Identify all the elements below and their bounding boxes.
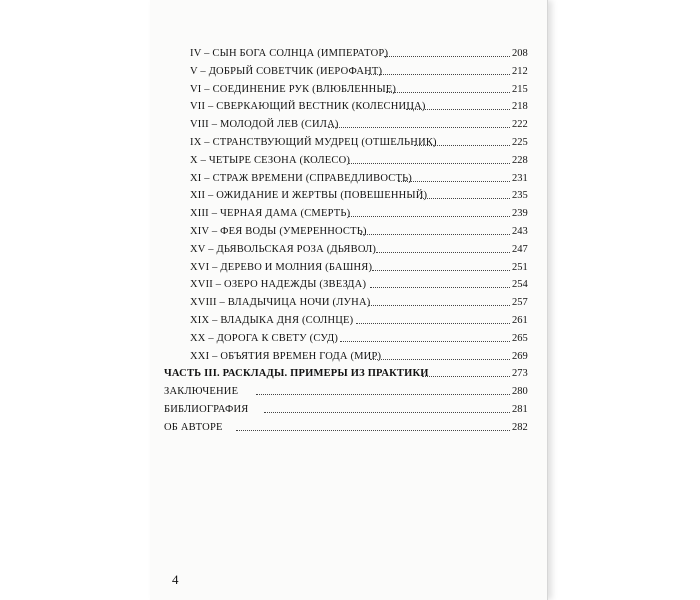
- toc-entry-xvi: [164, 259, 538, 277]
- toc-entry-label: XXI – ОБЪЯТИЯ ВРЕМЕН ГОДА (МИР): [190, 350, 382, 362]
- toc-leader-dots: [356, 323, 510, 324]
- toc-entry-page: 239: [512, 208, 528, 220]
- toc-leader-dots: [360, 234, 510, 235]
- toc-entry-page: 247: [512, 243, 528, 255]
- toc-entry-label: VII – СВЕРКАЮЩИЙ ВЕСТНИК (КОЛЕСНИЦА): [190, 101, 426, 113]
- toc-leader-dots: [256, 394, 510, 395]
- toc-entry-page: 215: [512, 83, 528, 95]
- toc-entry-page: 225: [512, 136, 528, 148]
- toc-leader-dots: [422, 376, 510, 377]
- toc-entry-page: 235: [512, 190, 528, 202]
- toc-entry-x: [164, 152, 538, 170]
- toc-entry-label: XIV – ФЕЯ ВОДЫ (УМЕРЕННОСТЬ): [190, 225, 367, 237]
- toc-leader-dots: [406, 109, 510, 110]
- toc-leader-dots: [386, 92, 510, 93]
- toc-entry-page: 208: [512, 48, 528, 59]
- toc-entry-label: XVII – ОЗЕРО НАДЕЖДЫ (ЗВЕЗДА): [190, 279, 367, 291]
- toc-entry-page: 273: [512, 368, 528, 380]
- toc-leader-dots: [340, 341, 510, 342]
- toc-leader-dots: [370, 287, 510, 288]
- toc-entry-label: V – ДОБРЫЙ СОВЕТЧИК (ИЕРОФАНТ): [190, 65, 383, 77]
- toc-entry-xx: [164, 330, 538, 348]
- toc-leader-dots: [414, 145, 510, 146]
- toc-entry-xiv: [164, 223, 538, 241]
- toc-leader-dots: [372, 270, 510, 271]
- page-number: 4: [172, 572, 179, 587]
- toc-entry-about-author: [164, 419, 538, 437]
- toc-entry-label: ОБ АВТОРЕ: [164, 421, 223, 433]
- toc-entry-page: 282: [512, 421, 528, 433]
- toc-entry-page: 212: [512, 65, 528, 77]
- book-page: [150, 0, 548, 600]
- toc-entry-part-iii: [164, 365, 538, 383]
- toc-entry-ix: [164, 134, 538, 152]
- toc-entry-xi: [164, 170, 538, 188]
- toc-entry-page: 269: [512, 350, 528, 362]
- toc-leader-dots: [370, 359, 510, 360]
- toc-entry-label: XX – ДОРОГА К СВЕТУ (СУД): [190, 332, 339, 344]
- toc-entry-label: IV – СЫН БОГА СОЛНЦА (ИМПЕРАТОР): [190, 48, 389, 59]
- toc-leader-dots: [368, 74, 510, 75]
- toc-entry-label: XII – ОЖИДАНИЕ И ЖЕРТВЫ (ПОВЕШЕННЫЙ): [190, 190, 428, 202]
- toc-entry-page: 243: [512, 225, 528, 237]
- toc-entry-xviii: [164, 294, 538, 312]
- toc-entry-xiii: [164, 205, 538, 223]
- toc-entry-xv: [164, 241, 538, 259]
- toc-entry-page: 281: [512, 403, 528, 415]
- toc-entry-label: XV – ДЬЯВОЛЬСКАЯ РОЗА (ДЬЯВОЛ): [190, 243, 377, 255]
- toc-leader-dots: [328, 127, 510, 128]
- toc-entry-xxi: [164, 348, 538, 366]
- toc-entry-label: БИБЛИОГРАФИЯ: [164, 403, 249, 415]
- toc-entry-label: VIII – МОЛОДОЙ ЛЕВ (СИЛА): [190, 119, 339, 131]
- toc-leader-dots: [376, 252, 510, 253]
- toc-entry-label: XIII – ЧЕРНАЯ ДАМА (СМЕРТЬ): [190, 208, 351, 220]
- toc-entry-page: 257: [512, 297, 528, 309]
- toc-leader-dots: [264, 412, 510, 413]
- table-of-contents: [164, 45, 538, 437]
- toc-entry-label: XVIII – ВЛАДЫЧИЦА НОЧИ (ЛУНА): [190, 297, 371, 309]
- toc-leader-dots: [420, 198, 510, 199]
- toc-leader-dots: [348, 163, 510, 164]
- toc-entry-vii: [164, 98, 538, 116]
- toc-entry-label: XI – СТРАЖ ВРЕМЕНИ (СПРАВЕДЛИВОСТЬ): [190, 172, 413, 184]
- toc-entry-label: ЗАКЛЮЧЕНИЕ: [164, 386, 239, 398]
- toc-entry-label: IX – СТРАНСТВУЮЩИЙ МУДРЕЦ (ОТШЕЛЬНИК): [190, 136, 437, 148]
- toc-entry-label: XIX – ВЛАДЫКА ДНЯ (СОЛНЦЕ): [190, 314, 354, 326]
- toc-entry-page: 222: [512, 119, 528, 131]
- toc-entry-vi: [164, 81, 538, 99]
- toc-entry-iv: [164, 45, 538, 63]
- toc-entry-page: 261: [512, 314, 528, 326]
- toc-entry-label: ЧАСТЬ III. РАСКЛАДЫ. ПРИМЕРЫ ИЗ ПРАКТИКИ: [164, 368, 429, 380]
- toc-leader-dots: [236, 430, 510, 431]
- toc-entry-page: 254: [512, 279, 528, 291]
- toc-entry-viii: [164, 116, 538, 134]
- toc-entry-page: 228: [512, 154, 528, 166]
- toc-entry-label: XVI – ДЕРЕВО И МОЛНИЯ (БАШНЯ): [190, 261, 373, 273]
- toc-entry-bibliography: [164, 401, 538, 419]
- toc-entry-label: VI – СОЕДИНЕНИЕ РУК (ВЛЮБЛЕННЫЕ): [190, 83, 397, 95]
- toc-entry-xvii: [164, 276, 538, 294]
- toc-entry-v: [164, 63, 538, 81]
- toc-entry-page: 265: [512, 332, 528, 344]
- toc-entry-xii: [164, 187, 538, 205]
- toc-entry-conclusion: [164, 383, 538, 401]
- toc-entry-label: X – ЧЕТЫРЕ СЕЗОНА (КОЛЕСО): [190, 154, 351, 166]
- toc-leader-dots: [368, 305, 510, 306]
- toc-leader-dots: [384, 56, 510, 57]
- toc-leader-dots: [398, 181, 510, 182]
- toc-entry-page: 231: [512, 172, 528, 184]
- toc-entry-xix: [164, 312, 538, 330]
- toc-entry-page: 251: [512, 261, 528, 273]
- toc-leader-dots: [348, 216, 510, 217]
- toc-entry-page: 218: [512, 101, 528, 113]
- toc-entry-page: 280: [512, 386, 528, 398]
